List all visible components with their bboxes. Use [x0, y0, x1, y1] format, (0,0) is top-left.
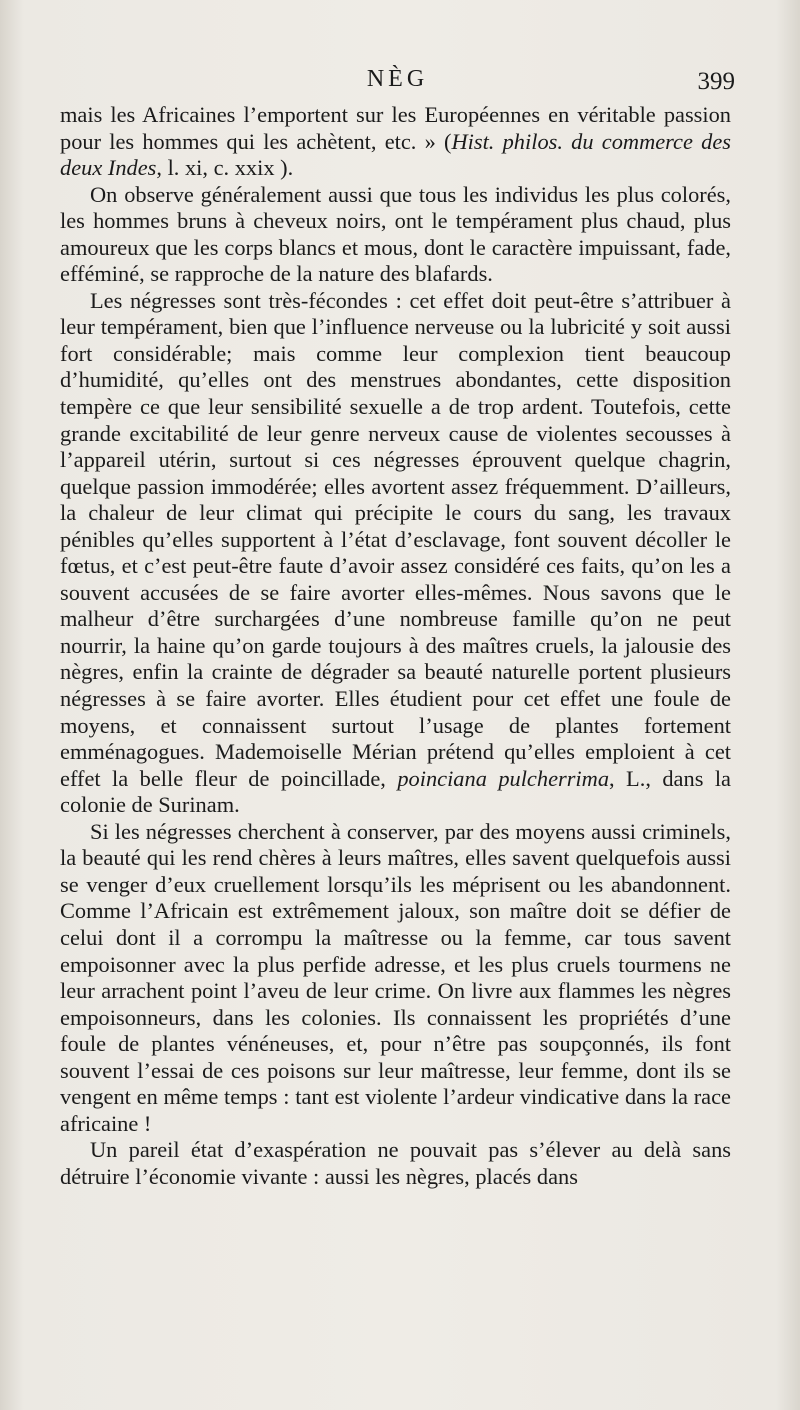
paragraph-4: Si les négresses cherchent à conserver, par des moyens aussi criminels, la beauté qui les rend chères à leurs maîtres, elles savent quelquefois aussi se venger d’eux cruellement lorsqu’ils les méprisent ou les abandonnent. Comme l’Africain est extrêmement jaloux, son maître doit se défier de celui dont il a corrompu la maîtresse ou la femme, car tous savent empoisonner avec la plus perfide adresse, et les plus cruels tourmens ne leur arrachent point l’aveu de leur crime. On livre aux flammes les nègres empoisonneurs, dans les colonies. Ils connaissent les propriétés d’une foule de plantes vénéneuses, et, pour n’être pas soupçonnés, ils font souvent l’essai de ces poisons sur leur maîtresse, leur femme, dont ils se vengent en même temps : tant est violente l’ardeur vindicative dans la race africaine ! [60, 818, 731, 1136]
paragraph-2: On observe généralement aussi que tous les individus les plus colorés, les hommes bruns à cheveux noirs, ont le tempérament plus chaud, plus amoureux que les corps blancs et mous, dont le caractère impuissant, fade, efféminé, se rapproche de la nature des blafards. [60, 181, 731, 287]
page-title: NÈG [366, 66, 429, 92]
botanical-name: poinciana pulcherrima [397, 765, 610, 791]
body-text [60, 102, 731, 1190]
paragraph-1-text: mais les Africaines l’emportent sur les Européennes en véritable passion pour les hommes qui les achètent, etc. » ( [60, 102, 731, 154]
paragraph-3-text: Les négresses sont très-fécondes : cet effet doit peut-être s’attribuer à leur tempérament, bien que l’influence nerveuse ou la lubricité y soit aussi fort considérable; mais comme leur complexion tient beaucoup d’humidité, qu’elles ont des menstrues abondantes, cette disposition tempère ce que leur sensibilité sexuelle a de trop ardent. Toutefois, cette grande excitabilité de leur genre nerveux cause de violentes secousses à l’appareil utérin, surtout si ces négresses éprouvent quelque chagrin, quelque passion immodérée; elles avortent assez fréquemment. D’ailleurs, la chaleur de leur climat qui précipite le cours du sang, les travaux pénibles qu’elles supportent à l’état d’esclavage, font souvent décoller le fœtus, et c’est peut-être faute d’avoir assez considéré ces faits, qu’on les a souvent accusées de se faire avorter elles-mêmes. Nous savons que le malheur d’être surchargées d’une nombreuse famille qu’on ne peut nourrir, la haine qu’on garde toujours à des maîtres cruels, la jalousie des nègres, enfin la crainte de dégrader sa beauté naturelle portent plusieurs négresses à se faire avorter. Elles étudient pour cet effet une foule de moyens, et connaissent surtout l’usage de plantes fortement emménagogues. Mademoiselle Mérian prétend qu’elles emploient à cet effet la belle fleur de poincillade, [60, 287, 731, 791]
paragraph-1-citation-end: , l. xi, c. xxix ). [156, 155, 294, 181]
paragraph-3 [60, 288, 731, 819]
running-head [60, 66, 735, 106]
paragraph-5: Un pareil état d’exaspération ne pouvait pas s’élever au delà sans détruire l’économie vivante : aussi les nègres, placés dans [60, 1137, 731, 1189]
paragraph-1 [60, 102, 731, 182]
paragraph-3-end: , L., dans la colonie de Surinam. [60, 765, 731, 818]
citation-title: Hist. philos. du commerce des deux Indes [60, 128, 731, 181]
page-number: 399 [697, 68, 735, 95]
